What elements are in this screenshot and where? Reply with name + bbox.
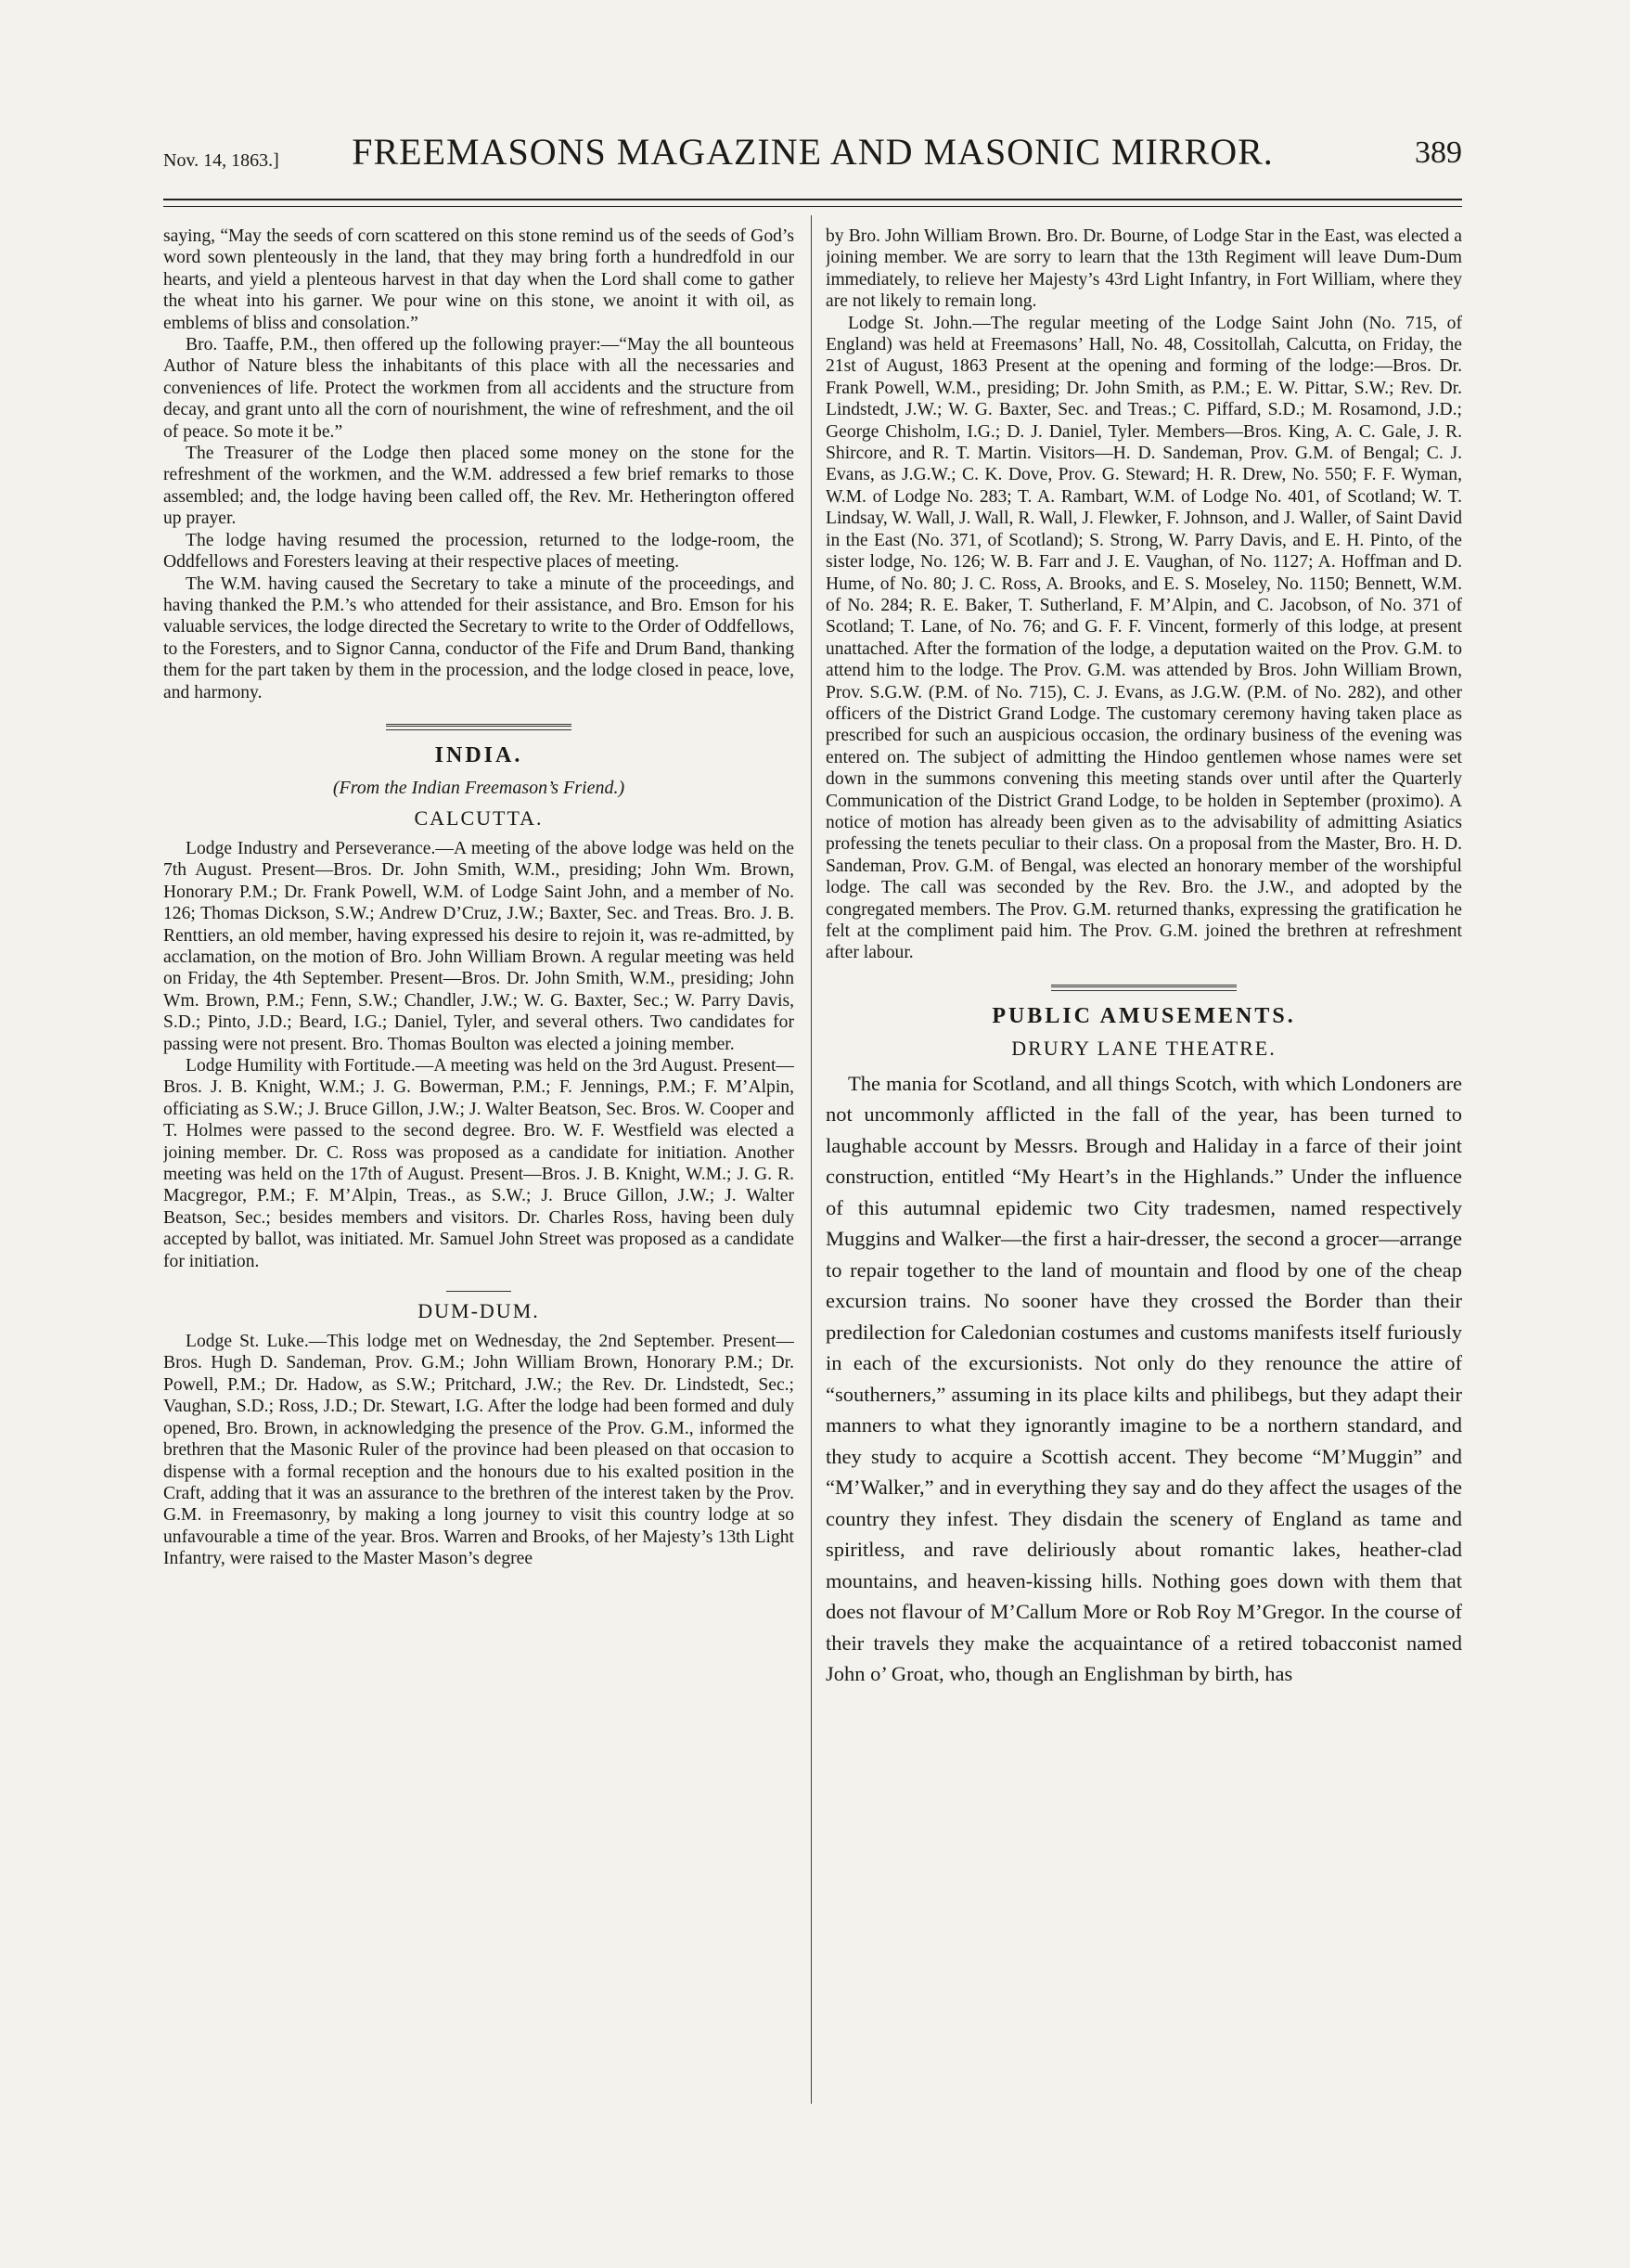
article-paragraph: The W.M. having caused the Secretary to take a minute of the proceedings, and having thanked the P.M.’s who attended for their assistance, and Bro. Emson for his valuable services, the lodge directed the Secretary to write to the Order of Oddfellows, to the Foresters, and to Signor Canna, conductor of the Fife and Drum Band, thanking them for the part taken by them in the procession, and the lodge closed in peace, love, and harmony.: [163, 573, 794, 702]
section-source: (From the Indian Freemason’s Friend.): [332, 777, 625, 798]
article-paragraph: by Bro. John William Brown. Bro. Dr. Bourne, of Lodge Star in the East, was elected a joining member. We are sorry to learn that the 13th Regiment will leave Dum-Dum immediately, to relieve her Majesty’s 43rd Light Infantry, in Fort William, where they are not likely to remain long.: [826, 226, 1462, 312]
subheading-calcutta: CALCUTTA.: [414, 805, 544, 830]
page-header: [163, 130, 1462, 176]
section-rule: [386, 724, 571, 730]
article-paragraph: saying, “May the seeds of corn scattered on this stone remind us of the seeds of God’s word sown plenteously in the land, that they may bring forth a hundredfold in our hearts, and yield a plenteous harvest in that day when the Lord shall come to gather the wheat into his garner. We pour wine on this stone, we anoint it with oil, as emblems of bliss and consolation.”: [163, 226, 794, 333]
article-paragraph: Bro. Taaffe, P.M., then offered up the following prayer:—“May the all bounteous Author of Nature bless the inhabitants of this place with all the necessaries and conveniences of life. Protect the workmen from all accidents and the structure from decay, and grant unto all the corn of nourishment, the wine of refreshment, and the oil of peace. So mote it be.”: [163, 335, 794, 442]
right-column: [826, 226, 1462, 2109]
issue-date: Nov. 14, 1863.]: [163, 150, 279, 171]
magazine-title: FREEMASONS MAGAZINE AND MASONIC MIRROR.: [352, 131, 1274, 173]
article-paragraph: Lodge Humility with Fortitude.—A meeting was held on the 3rd August. Present—Bros. J. B. Knight, W.M.; J. G. Bowerman, P.M.; F. Jennings, P.M.; F. M’Alpin, officiating as S.W.; J. Bruce Gillon, J.W.; J. Walter Beatson, Sec. Bros. W. Cooper and T. Holmes were passed to the second degree. Bro. W. F. Westfield was elected a joining member. Dr. C. Ross was proposed as a candidate for initiation. Another meeting was held on the 17th of August. Present—Bros. J. B. Knight, W.M.; J. G. R. Macgregor, P.M.; F. M’Alpin, Treas., as S.W.; J. Bruce Gillon, J.W.; J. Walter Beatson, Sec.; besides members and visitors. Dr. Charles Ross, having been duly accepted by ballot, was initiated. Mr. Samuel John Street was proposed as a candidate for initiation.: [163, 1056, 794, 1271]
left-column: [163, 226, 794, 2109]
article-paragraph: Lodge Industry and Perseverance.—A meeting of the above lodge was held on the 7th August. Present—Bros. Dr. John Smith, W.M., presiding; John Wm. Brown, Honorary P.M.; Dr. Frank Powell, W.M. of Lodge Saint John, and a member of No. 126; Thomas Dickson, S.W.; Andrew D’Cruz, J.W.; Baxter, Sec. and Treas. Bro. J. B. Renttiers, an old member, having expressed his desire to rejoin it, was re-admitted, by acclamation, on the motion of Bro. John William Brown. A regular meeting was held on Friday, the 4th September. Present—Bros. Dr. John Smith, W.M., presiding; John Wm. Brown, P.M.; Fenn, S.W.; Chandler, J.W.; W. G. Baxter, Sec.; W. Parry Davis, S.D.; Pinto, J.D.; Beard, I.G.; Daniel, Tyler, and several others. Two candidates for passing were not present. Bro. Thomas Boulton was elected a joining member.: [163, 838, 794, 1054]
subheading-drury-lane: DRURY LANE THEATRE.: [1011, 1036, 1277, 1060]
column-divider: [811, 215, 812, 2104]
header-rule-thin: [163, 206, 1462, 207]
article-paragraph: Lodge St. Luke.—This lodge met on Wednesday, the 2nd September. Present—Bros. Hugh D. Sandeman, Prov. G.M.; John William Brown, Honorary P.M.; Dr. Powell, P.M.; Dr. Hadow, as S.W.; Pritchard, J.W.; the Rev. Dr. Lindstedt, Sec.; Vaughan, S.D.; Ross, J.D.; Dr. Stewart, I.G. After the lodge had been formed and duly opened, Bro. Brown, in acknowledging the presence of the Prov. G.M., informed the brethren that the Masonic Ruler of the province had been pleased on that occasion to dispense with a formal reception and the honours due to his exalted position in the Craft, adding that it was an assurance to the brethren of the interest taken by the Prov. G.M. in Freemasonry, by making a long journey to visit this country lodge at so unfavourable a time of the year. Bros. Warren and Brooks, of her Majesty’s 13th Light Infantry, were raised to the Master Mason’s degree: [163, 1332, 794, 1569]
section-title-india: INDIA.: [434, 742, 523, 767]
public-amusements-body: [826, 1068, 1462, 1690]
section-rule: [1051, 985, 1237, 991]
article-paragraph: The Treasurer of the Lodge then placed some money on the stone for the refreshment of the workmen, and the W.M. addressed a few brief remarks to those assembled; and, the lodge having been called off, the Rev. Mr. Hetherington offered up prayer.: [163, 444, 794, 529]
article-paragraph: The mania for Scotland, and all things Scotch, with which Londoners are not uncommonly afflicted in the fall of the year, has been turned to laughable account by Messrs. Brough and Haliday in a farce of their joint construction, entitled “My Heart’s in the Highlands.” Under the influence of this autumnal epidemic two City tradesmen, named respectively Muggins and Walker—the first a hair-dresser, the second a grocer—arrange to repair together to the land of mountain and flood by one of the cheap excursion trains. No sooner have they crossed the Border than their predilection for Caledonian costumes and customs manifests itself furiously in each of the excursionists. Not only do they renounce the attire of “southerners,” assuming in its place kilts and philibegs, but they adapt their manners to what they ignorantly imagine to be a northern standard, and they study to acquire a Scottish accent. They become “M’Muggin” and “M’Walker,” and in everything they say and do they affect the usages of the country they infest. They disdain the scenery of England as tame and spiritless, and rave deliriously about romantic lakes, heather-clad mountains, and heaven-kissing hills. Nothing goes down with them that does not flavour of M’Callum More or Rob Roy M’Gregor. In the course of their travels they make the acquaintance of a retired tobacconist named John o’ Groat, who, though an Englishman by birth, has: [826, 1071, 1462, 1686]
subheading-dumdum: DUM-DUM.: [417, 1299, 540, 1323]
article-paragraph: The lodge having resumed the procession, returned to the lodge-room, the Oddfellows and Foresters leaving at their respective places of meeting.: [163, 530, 794, 573]
article-paragraph: Lodge St. John.—The regular meeting of the Lodge Saint John (No. 715, of England) was held at Freemasons’ Hall, No. 48, Cossitollah, Calcutta, on Friday, the 21st of August, 1863 Present at the opening and forming of the lodge:—Bros. Dr. Frank Powell, W.M., presiding; Dr. John Smith, as P.M.; E. W. Pittar, S.W.; Rev. Dr. Lindstedt, J.W.; W. G. Baxter, Sec. and Treas.; C. Piffard, S.D.; M. Rosamond, J.D.; George Chisholm, I.G.; D. J. Daniel, Tyler. Members—Bros. King, A. C. Gale, J. R. Shircore, and R. T. Martin. Visitors—H. D. Sandeman, Prov. G.M. of Bengal; C. J. Evans, as J.G.W.; C. K. Dove, Prov. G. Steward; H. R. Drew, No. 550; F. F. Wyman, W.M. of Lodge No. 283; T. A. Rambart, W.M. of Lodge No. 401, of Scotland; W. T. Lindsay, W. Wall, J. Wall, R. Wall, J. Flewker, F. Johnson, and J. Waller, of Saint David in the East (No. 371, of Scotland); S. Strong, W. Parry Davis, and E. H. Pinto, of the sister lodge, No. 126; W. B. Farr and J. E. Vaughan, of No. 1127; A. Hoffman and D. Hume, of No. 80; J. C. Ross, A. Brooks, and E. S. Moseley, No. 1150; Bennett, W.M. of No. 284; R. E. Baker, T. Sutherland, F. M’Alpin, and C. Jacobson, of No. 371 of Scotland; T. Lane, of No. 76; and G. F. F. Vincent, formerly of this lodge, at present unattached. After the formation of the lodge, a deputation waited on the Prov. G.M. to attend him to the lodge. The Prov. G.M. was attended by Bros. John William Brown, Prov. S.G.W. (P.M. of No. 715), C. J. Evans, as J.G.W. (P.M. of No. 282), and other officers of the District Grand Lodge. The customary ceremony having taken place as prescribed for such an auspicious occasion, the ordinary business of the evening was entered on. The subject of admitting the Hindoo gentlemen whose names were set down in the summons convening this meeting stands over until after the Quarterly Communication of the District Grand Lodge, to be holden in September (proximo). A notice of motion has already been given as to the advisability of admitting Asiatics professing the tenets peculiar to their class. On a proposal from the Master, Bro. H. D. Sandeman, Prov. G.M. of Bengal, was elected an honorary member of the worshipful lodge. The call was seconded by the Rev. Bro. the J.W., and adopted by the congregated members. The Prov. G.M. returned thanks, expressing the gratification he felt at the compliment paid him. The Prov. G.M. joined the brethren at refreshment after labour.: [826, 313, 1462, 963]
header-rule: [163, 199, 1462, 200]
section-title-public-amusements: PUBLIC AMUSEMENTS.: [992, 1003, 1296, 1028]
short-rule: [446, 1291, 511, 1292]
page-number: 389: [1415, 135, 1462, 170]
